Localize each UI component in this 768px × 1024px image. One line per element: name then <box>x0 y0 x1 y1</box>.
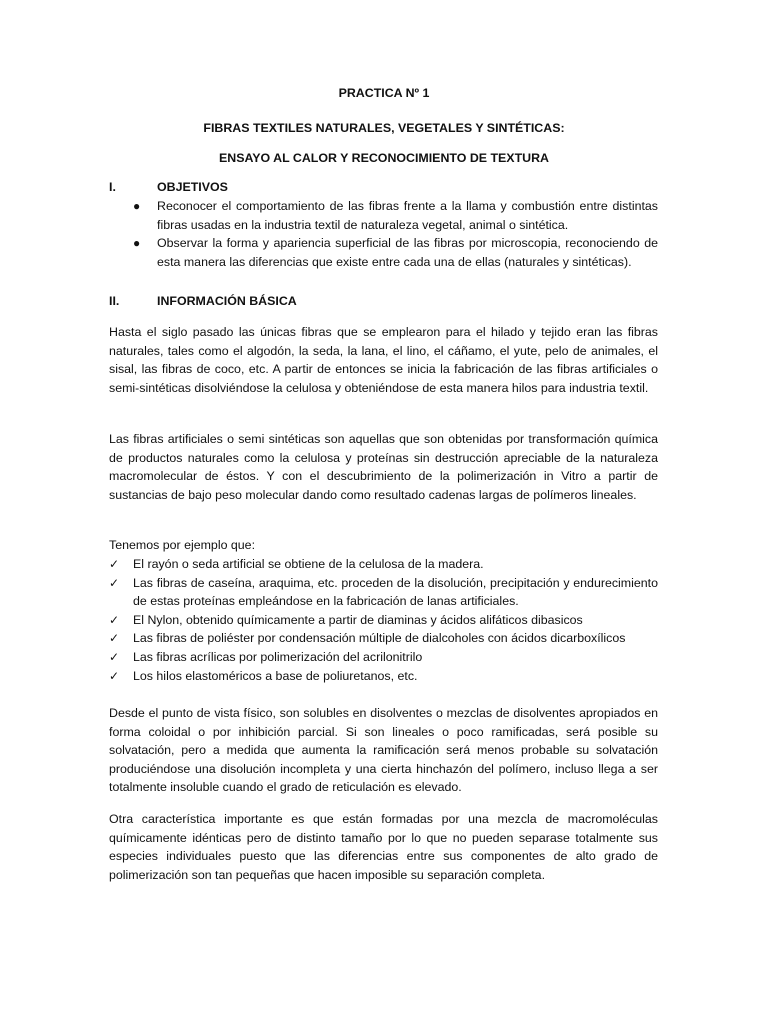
checkmark-icon: ✓ <box>109 612 120 627</box>
objective-text: Observar la forma y apariencia superficial de las fibras por microscopia, reconociendo de esta manera las diferencias que existe entre cada una de ellas (naturales y sintéticas). <box>157 236 658 269</box>
section-title: OBJETIVOS <box>157 180 228 194</box>
paragraph-fibras-artificiales: Las fibras artificiales o semi sintéticas son aquellas que son obtenidas por transformación química de productos naturales como la celulosa y proteínas sin destrucción apreciable de la naturaleza macromolecular de éstos. Y con el descubrimiento de la polimerización in Vitro a partir de sustancias de bajo peso molecular dando como resultado cadenas largas de polímeros lineales. <box>109 432 658 502</box>
checkmark-icon: ✓ <box>109 557 120 571</box>
example-item <box>109 667 658 686</box>
objective-item <box>109 197 658 234</box>
example-text: Las fibras acrílicas por polimerización del acrilonitrilo <box>133 649 423 664</box>
example-item <box>109 555 658 574</box>
checkmark-icon: ✓ <box>109 631 120 646</box>
example-text: Las fibras de poliéster por condensación múltiple de dialcoholes con ácidos dicarboxílicos <box>133 631 626 646</box>
example-item <box>109 574 658 611</box>
section-number: II. <box>109 294 120 308</box>
paragraph-otra-caracteristica: Otra característica importante es que están formadas por una mezcla de macromoléculas químicamente idénticas pero de distinto tamaño por lo que no pueden separase totalmente sus especies individuales puesto que las diferencias entre sus componentes de alto grado de polimerización son tan pequeñas que hacen imposible su separación completa. <box>109 812 658 882</box>
objective-item <box>109 234 658 271</box>
examples-list <box>109 555 658 685</box>
examples-intro: Tenemos por ejemplo que: <box>109 538 256 552</box>
section-title: INFORMACIÓN BÁSICA <box>157 294 297 308</box>
paragraph-punto-de-vista-fisico: Desde el punto de vista físico, son solubles en disolventes o mezclas de disolventes apropiados en forma coloidal o por inhibición parcial. Si son lineales o poco ramificadas, será posible su solvatación, pero a medida que aumenta la ramificación será menos probable su solvatación produciéndose una disolución incompleta y una cierta hinchazón del polímero, incluso llega a ser totalmente insoluble cuando el grado de reticulación es elevado. <box>109 706 658 795</box>
bullet-dot-icon: ● <box>133 236 141 251</box>
bullet-dot-icon: ● <box>133 199 141 213</box>
checkmark-icon: ✓ <box>109 649 120 664</box>
example-text: El rayón o seda artificial se obtiene de la celulosa de la madera. <box>133 557 484 571</box>
example-item <box>109 611 658 630</box>
example-item <box>109 648 658 667</box>
section-number: I. <box>109 180 116 194</box>
objective-text: Reconocer el comportamiento de las fibras frente a la llama y combustión entre distintas fibras usadas en la industria textil de naturaleza vegetal, animal o sintética. <box>157 199 658 232</box>
checkmark-icon: ✓ <box>109 668 120 683</box>
example-item <box>109 629 658 648</box>
checkmark-icon: ✓ <box>109 575 120 590</box>
example-text: Las fibras de caseína, araquima, etc. proceden de la disolución, precipitación y endurecimiento de estas proteínas empleándose en la fabricación de lanas artificiales. <box>133 575 658 609</box>
example-text: El Nylon, obtenido químicamente a partir de diaminas y ácidos alifáticos dibasicos <box>133 612 583 627</box>
example-text: Los hilos elastoméricos a base de poliuretanos, etc. <box>133 668 418 683</box>
document-subtitle: FIBRAS TEXTILES NATURALES, VEGETALES Y SINTÉTICAS: <box>203 121 565 135</box>
objectives-list <box>109 197 658 271</box>
paragraph-fibras-naturales: Hasta el siglo pasado las únicas fibras que se emplearon para el hilado y tejido eran las fibras naturales, tales como el algodón, la seda, la lana, el lino, el cáñamo, el yute, pelo de animales, el sisal, las fibras de coco, etc. A partir de entonces se inicia la fabricación de las fibras artificiales o semi-sintéticas disolviéndose la celulosa y obteniéndose de esta manera hilos para industria textil. <box>109 325 658 395</box>
document-subtitle-2: ENSAYO AL CALOR Y RECONOCIMIENTO DE TEXTURA <box>218 151 549 165</box>
practice-title: PRACTICA Nº 1 <box>338 86 430 100</box>
